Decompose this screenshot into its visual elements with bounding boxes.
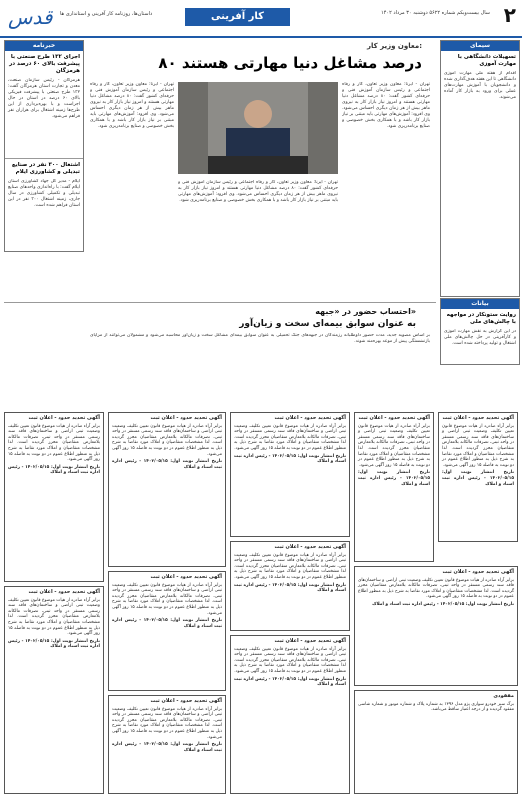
notice-title: آگهی تحدید حدود - اعلان ثبت — [150, 698, 222, 704]
notice-sign: تاریخ انتشار نوبت اول: ۱۴۰۲/۰۵/۱۵ - رئیس اداره ثبت اسناد و املاک — [112, 459, 222, 470]
lead-body-col3: تهران - ایرنا: معاون وزیر تعاون، کار و رفاه اجتماعی و رئیس سازمان آموزش فنی و حرفه‌ای کشور گفت: ۸۰ درصد مشاغل دنیا مهارتی هستند و امروز نیاز بازار کار به نیروی ماهر بیش از هر زمان دیگری احساس می‌شود. وی افزود: آموزش‌های مهارتی باید مبتنی بر نیاز بازار کار باشد و با همکاری بخش خصوصی و صنایع برنامه‌ریزی شود. — [90, 82, 174, 129]
notice-box — [108, 571, 226, 691]
notice-box — [354, 566, 518, 686]
date-line: سال بیست‌ویکم شماره ۵۶۲۲ دوشنبه ۳۰ مرداد ۱۴۰۲ — [381, 10, 490, 16]
notice-title: آگهی تحدید حدود - اعلان ثبت — [28, 415, 100, 421]
right-story1-body: اقدام از هفته ملی مهارت آموزی دانشگاهی تا این هفته هدف‌گذاری شده و دانشجویان با آموزش مهارت‌های عملی برای ورود به بازار کار آماده می‌شوند. — [444, 71, 516, 100]
right-column-2-title: بیانات — [441, 299, 519, 309]
notice-body: برابر آراء صادره از هیات موضوع قانون تعیین تکلیف وضعیت ثبتی اراضی و ساختمان‌های فاقد سند رسمی مستقر در واحد ثبتی، تصرفات مالکانه بلامعارض متقاضیان محرز گردیده است. لذا مشخصات متقاضیان و املاک مورد تقاضا به شرح ذیل به منظور اطلاع عموم در دو نوبت به فاصله ۱۵ روز آگهی می‌شود. — [358, 423, 430, 468]
lead-photo — [178, 82, 338, 174]
notice-box — [230, 635, 350, 794]
lead-body-col2: تهران - ایرنا: معاون وزیر تعاون، کار و رفاه اجتماعی و رئیس سازمان آموزش فنی و حرفه‌ای کشور گفت: ۸۰ درصد مشاغل دنیا مهارتی هستند و امروز نیاز بازار کار به نیروی ماهر بیش از هر زمان دیگری احساس می‌شود. وی افزود: آموزش‌های مهارتی باید مبتنی بر نیاز بازار کار باشد و با همکاری بخش خصوصی و صنایع برنامه‌ریزی شود. — [178, 180, 338, 203]
notice-title: آگهی تحدید حدود - اعلان ثبت — [274, 544, 346, 550]
lead-headline: ۸۰ درصد مشاغل دنیا مهارتی هستند — [158, 54, 422, 72]
notice-sign: تاریخ انتشار نوبت اول: ۱۴۰۲/۰۵/۱۵ - رئیس اداره ثبت اسناد و املاک — [372, 601, 514, 607]
left-story1-body: هرمزگان - رئیس سازمان صنعت، معدن و تجارت استان هرمزگان گفت: ۱۳۲ طرح صنعتی با پیشرفت فیزیکی بالای ۶۰ درصد در استان در حال اجراست و با بهره‌برداری از این طرح‌ها زمینه اشتغال برای هزاران نفر فراهم می‌شود. — [8, 78, 80, 119]
notice-title: آگهی تحدید حدود - اعلان ثبت — [150, 574, 222, 580]
notice-title: آگهی تحدید حدود - اعلان ثبت — [274, 638, 346, 644]
left-column — [4, 40, 84, 252]
notice-title: آگهی تحدید حدود - اعلان ثبت — [28, 589, 100, 595]
notice-body: برابر آراء صادره از هیات موضوع قانون تعیین تکلیف وضعیت ثبتی اراضی و ساختمان‌های فاقد سند رسمی مستقر در واحد ثبتی، تصرفات مالکانه بلامعارض متقاضیان محرز گردیده است. لذا مشخصات متقاضیان و املاک مورد تقاضا به شرح ذیل به منظور اطلاع عموم در دو نوبت به فاصله ۱۵ روز آگهی می‌شود. — [112, 582, 223, 616]
left-column-title: خبرنامه — [5, 41, 83, 51]
notice-title: آگهی تحدید حدود - اعلان ثبت — [150, 415, 222, 421]
svg-text:قدس: قدس — [8, 5, 53, 29]
notice-body: برابر آراء صادره از هیات موضوع قانون تعیین تکلیف وضعیت ثبتی اراضی و ساختمان‌های فاقد سند رسمی مستقر در واحد ثبتی، تصرفات مالکانه بلامعارض متقاضیان محرز گردیده است. لذا مشخصات متقاضیان و املاک مورد تقاضا به شرح ذیل به منظور اطلاع عموم در دو نوبت به فاصله ۱۵ روز آگهی می‌شود. — [358, 577, 514, 600]
notice-sign: تاریخ انتشار نوبت اول: ۱۴۰۲/۰۵/۱۵ - رئیس اداره ثبت اسناد و املاک — [112, 742, 222, 753]
lead-story — [90, 40, 432, 300]
left-story1-headline: اجرای ۱۳۲ طرح صنعتی با پیشرفت بالای ۶۰ درصد در هرمزگان — [9, 54, 80, 74]
notice-body: برابر آراء صادره از هیات موضوع قانون تعیین تکلیف وضعیت ثبتی اراضی و ساختمان‌های فاقد سند رسمی مستقر در واحد ثبتی، تصرفات مالکانه بلامعارض متقاضیان محرز گردیده است. لذا مشخصات متقاضیان و املاک مورد تقاضا به شرح ذیل به منظور اطلاع عموم در دو نوبت به فاصله ۱۵ روز آگهی می‌شود. — [442, 423, 514, 468]
notices-area — [4, 412, 518, 794]
notice-title: آگهی تحدید حدود - اعلان ثبت — [442, 415, 514, 421]
sub-headline-2: به عنوان سوابق بیمه‌ای سخت و زیان‌آور — [239, 319, 416, 329]
left-story2-body: ایلام - مدیر کل جهاد کشاورزی استان ایلام گفت: با راه‌اندازی واحدهای صنایع تبدیلی و تکمیلی کشاورزی در سال جاری، زمینه اشتغال ۳۰۰ نفر در این استان فراهم شده است. — [8, 179, 80, 208]
sub-body: بر اساس مصوبه جدید، مدت حضور داوطلبانه رزمندگان در جبهه‌های جنگ تحمیلی به عنوان سوابق بیمه‌ای مشاغل سخت و زیان‌آور محاسبه می‌شود و مشمولان می‌توانند از مزایای بازنشستگی پیش از موعد بهره‌مند شوند. — [90, 333, 430, 344]
notice-sign: تاریخ انتشار نوبت اول: ۱۴۰۲/۰۵/۱۵ - رئیس اداره ثبت اسناد و املاک — [234, 676, 346, 688]
notice-body: برابر آراء صادره از هیات موضوع قانون تعیین تکلیف وضعیت ثبتی اراضی و ساختمان‌های فاقد سند رسمی مستقر در واحد ثبتی، تصرفات مالکانه بلامعارض متقاضیان محرز گردیده است. لذا مشخصات متقاضیان و املاک مورد تقاضا به شرح ذیل به منظور اطلاع عموم در دو نوبت به فاصله ۱۵ روز آگهی می‌شود. — [8, 423, 100, 463]
right-column-2 — [440, 298, 520, 365]
notice-sign: تاریخ انتشار نوبت اول: ۱۴۰۲/۰۵/۱۵ - رئیس اداره ثبت اسناد و املاک — [442, 470, 514, 487]
notice-box — [108, 695, 226, 794]
notice-box — [108, 412, 226, 567]
lost-document-notice — [354, 690, 518, 794]
notice-sign: تاریخ انتشار نوبت اول: ۱۴۰۲/۰۵/۱۵ - رئیس اداره ثبت اسناد و املاک — [358, 470, 430, 487]
right-story2-headline: روایت ستونکار در مواجهه با چالش‌های ملی — [446, 312, 516, 325]
tagline: داستان‌ها، روزنامه کار آفرینی و استانداری ها — [60, 11, 153, 17]
notice-sign: تاریخ انتشار نوبت اول: ۱۴۰۲/۰۵/۱۵ - رئیس اداره ثبت اسناد و املاک — [8, 638, 100, 650]
notice-sign: تاریخ انتشار نوبت اول: ۱۴۰۲/۰۵/۱۵ - رئیس اداره ثبت اسناد و املاک — [112, 618, 222, 629]
notice-sign: تاریخ انتشار نوبت اول: ۱۴۰۲/۰۵/۱۵ - رئیس اداره ثبت اسناد و املاک — [8, 464, 100, 476]
page-number: ۲ — [503, 3, 516, 27]
right-column — [440, 40, 520, 297]
sub-story — [4, 302, 436, 411]
section-title: کار آفرینی — [185, 8, 290, 26]
sub-headline-1: احتساب حضور در «جبهه» — [315, 307, 416, 316]
notice-title: آگهی تحدید حدود - اعلان ثبت — [442, 569, 514, 575]
right-story2-body: در این گزارش به نقش مهارت آموزی و کارآفرینی در حل چالش‌های ملی اشتغال و تولید پرداخته شده است. — [444, 329, 516, 346]
lost-notice-title: مفقودی — [493, 693, 514, 699]
masthead — [0, 0, 522, 36]
notice-box — [354, 412, 434, 562]
lost-notice-body: برگ سبز خودرو سواری پژو مدل ۱۳۹۶ به شماره پلاک و شماره موتور و شماره شاسی مفقود گردیده و از درجه اعتبار ساقط می‌باشد. — [358, 701, 515, 713]
notice-body: برابر آراء صادره از هیات موضوع قانون تعیین تکلیف وضعیت ثبتی اراضی و ساختمان‌های فاقد سند رسمی مستقر در واحد ثبتی، تصرفات مالکانه بلامعارض متقاضیان محرز گردیده است. لذا مشخصات متقاضیان و املاک مورد تقاضا به شرح ذیل به منظور اطلاع عموم در دو نوبت به فاصله ۱۵ روز آگهی می‌شود. — [234, 646, 346, 674]
notice-box — [4, 412, 104, 582]
notice-body: برابر آراء صادره از هیات موضوع قانون تعیین تکلیف وضعیت ثبتی اراضی و ساختمان‌های فاقد سند رسمی مستقر در واحد ثبتی، تصرفات مالکانه بلامعارض متقاضیان محرز گردیده است. لذا مشخصات متقاضیان و املاک مورد تقاضا به شرح ذیل به منظور اطلاع عموم در دو نوبت به فاصله ۱۵ روز آگهی می‌شود. — [112, 423, 223, 457]
notice-body: برابر آراء صادره از هیات موضوع قانون تعیین تکلیف وضعیت ثبتی اراضی و ساختمان‌های فاقد سند رسمی مستقر در واحد ثبتی، تصرفات مالکانه بلامعارض متقاضیان محرز گردیده است. لذا مشخصات متقاضیان و املاک مورد تقاضا به شرح ذیل به منظور اطلاع عموم در دو نوبت به فاصله ۱۵ روز آگهی می‌شود. — [234, 423, 346, 451]
notice-sign: تاریخ انتشار نوبت اول: ۱۴۰۲/۰۵/۱۵ - رئیس اداره ثبت اسناد و املاک — [234, 582, 346, 594]
notice-box — [4, 586, 104, 794]
left-story2-headline: اشتغال ۳۰۰ نفر در صنایع تبدیلی و کشاورزی ایلام — [5, 158, 83, 179]
notice-box — [230, 541, 350, 631]
notice-body: برابر آراء صادره از هیات موضوع قانون تعیین تکلیف وضعیت ثبتی اراضی و ساختمان‌های فاقد سند رسمی مستقر در واحد ثبتی، تصرفات مالکانه بلامعارض متقاضیان محرز گردیده است. لذا مشخصات متقاضیان و املاک مورد تقاضا به شرح ذیل به منظور اطلاع عموم در دو نوبت به فاصله ۱۵ روز آگهی می‌شود. — [8, 597, 100, 637]
notice-box — [230, 412, 350, 537]
lead-body-col1: تهران - ایرنا: معاون وزیر تعاون، کار و رفاه اجتماعی و رئیس سازمان آموزش فنی و حرفه‌ای کشور گفت: ۸۰ درصد مشاغل دنیا مهارتی هستند و امروز نیاز بازار کار به نیروی ماهر بیش از هر زمان دیگری احساس می‌شود. وی افزود: آموزش‌های مهارتی باید مبتنی بر نیاز بازار کار باشد و با همکاری بخش خصوصی و صنایع برنامه‌ریزی شود. — [342, 82, 430, 129]
notice-box — [438, 412, 518, 542]
notice-body: برابر آراء صادره از هیات موضوع قانون تعیین تکلیف وضعیت ثبتی اراضی و ساختمان‌های فاقد سند رسمی مستقر در واحد ثبتی، تصرفات مالکانه بلامعارض متقاضیان محرز گردیده است. لذا مشخصات متقاضیان و املاک مورد تقاضا به شرح ذیل به منظور اطلاع عموم در دو نوبت به فاصله ۱۵ روز آگهی می‌شود. — [234, 552, 346, 580]
lead-kicker: معاون وزیر کار: — [366, 42, 422, 50]
speaker-photo — [178, 82, 338, 174]
notice-title: آگهی تحدید حدود - اعلان ثبت — [358, 415, 430, 421]
newspaper-logo — [6, 2, 60, 32]
right-story1-headline: تسهیلات دانشگاهی با مهارت آموزی — [457, 54, 516, 67]
right-column-title: سیمای — [441, 41, 519, 51]
notice-sign: تاریخ انتشار نوبت اول: ۱۴۰۲/۰۵/۱۵ - رئیس اداره ثبت اسناد و املاک — [234, 453, 346, 465]
notice-body: برابر آراء صادره از هیات موضوع قانون تعیین تکلیف وضعیت ثبتی اراضی و ساختمان‌های فاقد سند رسمی مستقر در واحد ثبتی، تصرفات مالکانه بلامعارض متقاضیان محرز گردیده است. لذا مشخصات متقاضیان و املاک مورد تقاضا به شرح ذیل به منظور اطلاع عموم در دو نوبت به فاصله ۱۵ روز آگهی می‌شود. — [112, 706, 223, 740]
header-rule — [0, 36, 522, 38]
notice-title: آگهی تحدید حدود - اعلان ثبت — [274, 415, 346, 421]
